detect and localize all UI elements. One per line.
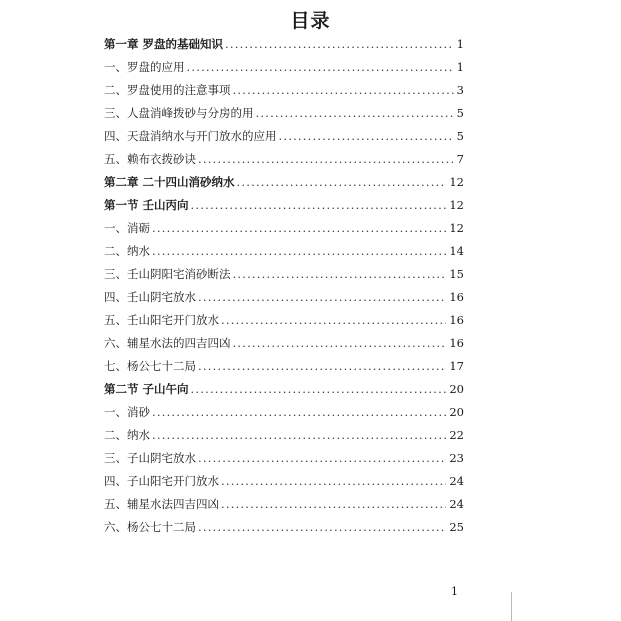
toc-entry-label: 二、罗盘使用的注意事项 (104, 83, 231, 97)
toc-entry-label: 五、壬山阳宅开门放水 (104, 313, 219, 327)
toc-entry-page-number: 20 (449, 382, 464, 396)
toc-entry-label: 二、纳水 (104, 244, 150, 258)
toc-leader-dots (221, 474, 446, 488)
toc-entry-label: 四、天盘消纳水与开门放水的应用 (104, 129, 277, 143)
toc-entry-page-number: 24 (449, 474, 464, 488)
toc-entry-page-number: 12 (449, 221, 464, 235)
toc-leader-dots (256, 106, 454, 120)
toc-leader-dots (198, 520, 446, 534)
toc-entry[interactable] (104, 128, 464, 151)
toc-leader-dots (152, 405, 446, 419)
toc-leader-dots (237, 175, 447, 189)
toc-entry-page-number: 12 (449, 175, 464, 189)
toc-entry-page-number: 14 (449, 244, 464, 258)
toc-entry[interactable] (104, 496, 464, 519)
toc-entry[interactable] (104, 151, 464, 174)
toc-leader-dots (191, 198, 447, 212)
toc-entry-page-number: 20 (449, 405, 464, 419)
toc-leader-dots (233, 83, 454, 97)
toc-entry-label: 六、辅星水法的四吉四凶 (104, 336, 231, 350)
toc-leader-dots (198, 152, 454, 166)
table-of-contents (104, 36, 464, 542)
toc-entry-page-number: 17 (449, 359, 464, 373)
toc-entry-page-number: 15 (449, 267, 464, 281)
scan-artifact-line (511, 592, 512, 621)
toc-entry-page-number: 25 (449, 520, 464, 534)
toc-entry[interactable] (104, 289, 464, 312)
toc-heading-entry[interactable] (104, 197, 464, 220)
toc-entry-label: 第一节 壬山丙向 (104, 198, 189, 212)
page-title: 目录 (290, 10, 331, 32)
toc-entry[interactable] (104, 404, 464, 427)
toc-entry[interactable] (104, 105, 464, 128)
footer-page-number: 1 (451, 585, 458, 598)
toc-entry-label: 五、赖布衣拨砂诀 (104, 152, 196, 166)
toc-entry[interactable] (104, 220, 464, 243)
toc-entry-label: 一、消砂 (104, 405, 150, 419)
toc-leader-dots (198, 359, 446, 373)
toc-entry-label: 一、罗盘的应用 (104, 60, 185, 74)
toc-entry-page-number: 5 (456, 129, 464, 143)
toc-heading-entry[interactable] (104, 174, 464, 197)
toc-entry[interactable] (104, 358, 464, 381)
toc-entry-page-number: 24 (449, 497, 464, 511)
toc-entry-page-number: 22 (449, 428, 464, 442)
toc-heading-entry[interactable] (104, 381, 464, 404)
toc-leader-dots (198, 290, 446, 304)
toc-leader-dots (152, 221, 446, 235)
toc-entry-label: 第二章 二十四山消砂纳水 (104, 175, 235, 189)
toc-leader-dots (191, 382, 447, 396)
toc-entry-label: 四、壬山阴宅放水 (104, 290, 196, 304)
toc-leader-dots (279, 129, 454, 143)
toc-entry-label: 三、子山阴宅放水 (104, 451, 196, 465)
toc-entry[interactable] (104, 59, 464, 82)
toc-entry[interactable] (104, 243, 464, 266)
toc-entry-page-number: 1 (456, 37, 464, 51)
toc-leader-dots (198, 451, 446, 465)
toc-entry-page-number: 16 (449, 336, 464, 350)
toc-leader-dots (233, 267, 447, 281)
toc-entry-label: 七、杨公七十二局 (104, 359, 196, 373)
toc-entry-page-number: 1 (456, 60, 464, 74)
toc-entry-page-number: 16 (449, 313, 464, 327)
toc-leader-dots (152, 428, 446, 442)
toc-entry-label: 五、辅星水法四吉四凶 (104, 497, 219, 511)
toc-entry[interactable] (104, 82, 464, 105)
toc-leader-dots (233, 336, 447, 350)
toc-leader-dots (187, 60, 454, 74)
toc-leader-dots (221, 313, 446, 327)
toc-entry-page-number: 5 (456, 106, 464, 120)
toc-entry-label: 四、子山阳宅开门放水 (104, 474, 219, 488)
toc-leader-dots (225, 37, 454, 51)
toc-entry[interactable] (104, 312, 464, 335)
toc-entry[interactable] (104, 519, 464, 542)
toc-entry[interactable] (104, 335, 464, 358)
toc-entry-label: 第二节 子山午向 (104, 382, 189, 396)
toc-entry[interactable] (104, 473, 464, 496)
toc-entry[interactable] (104, 427, 464, 450)
toc-leader-dots (221, 497, 446, 511)
toc-entry-label: 三、人盘消峰拨砂与分房的用 (104, 106, 254, 120)
toc-entry-page-number: 3 (456, 83, 464, 97)
toc-entry-page-number: 7 (456, 152, 464, 166)
toc-entry-page-number: 12 (449, 198, 464, 212)
toc-entry[interactable] (104, 450, 464, 473)
toc-entry-page-number: 16 (449, 290, 464, 304)
toc-entry[interactable] (104, 266, 464, 289)
toc-entry-label: 三、壬山阴阳宅消砂断法 (104, 267, 231, 281)
toc-entry-page-number: 23 (449, 451, 464, 465)
toc-leader-dots (152, 244, 446, 258)
toc-entry-label: 二、纳水 (104, 428, 150, 442)
toc-entry-label: 六、杨公七十二局 (104, 520, 196, 534)
toc-heading-entry[interactable] (104, 36, 464, 59)
toc-entry-label: 第一章 罗盘的基础知识 (104, 37, 224, 51)
toc-entry-label: 一、消砺 (104, 221, 150, 235)
